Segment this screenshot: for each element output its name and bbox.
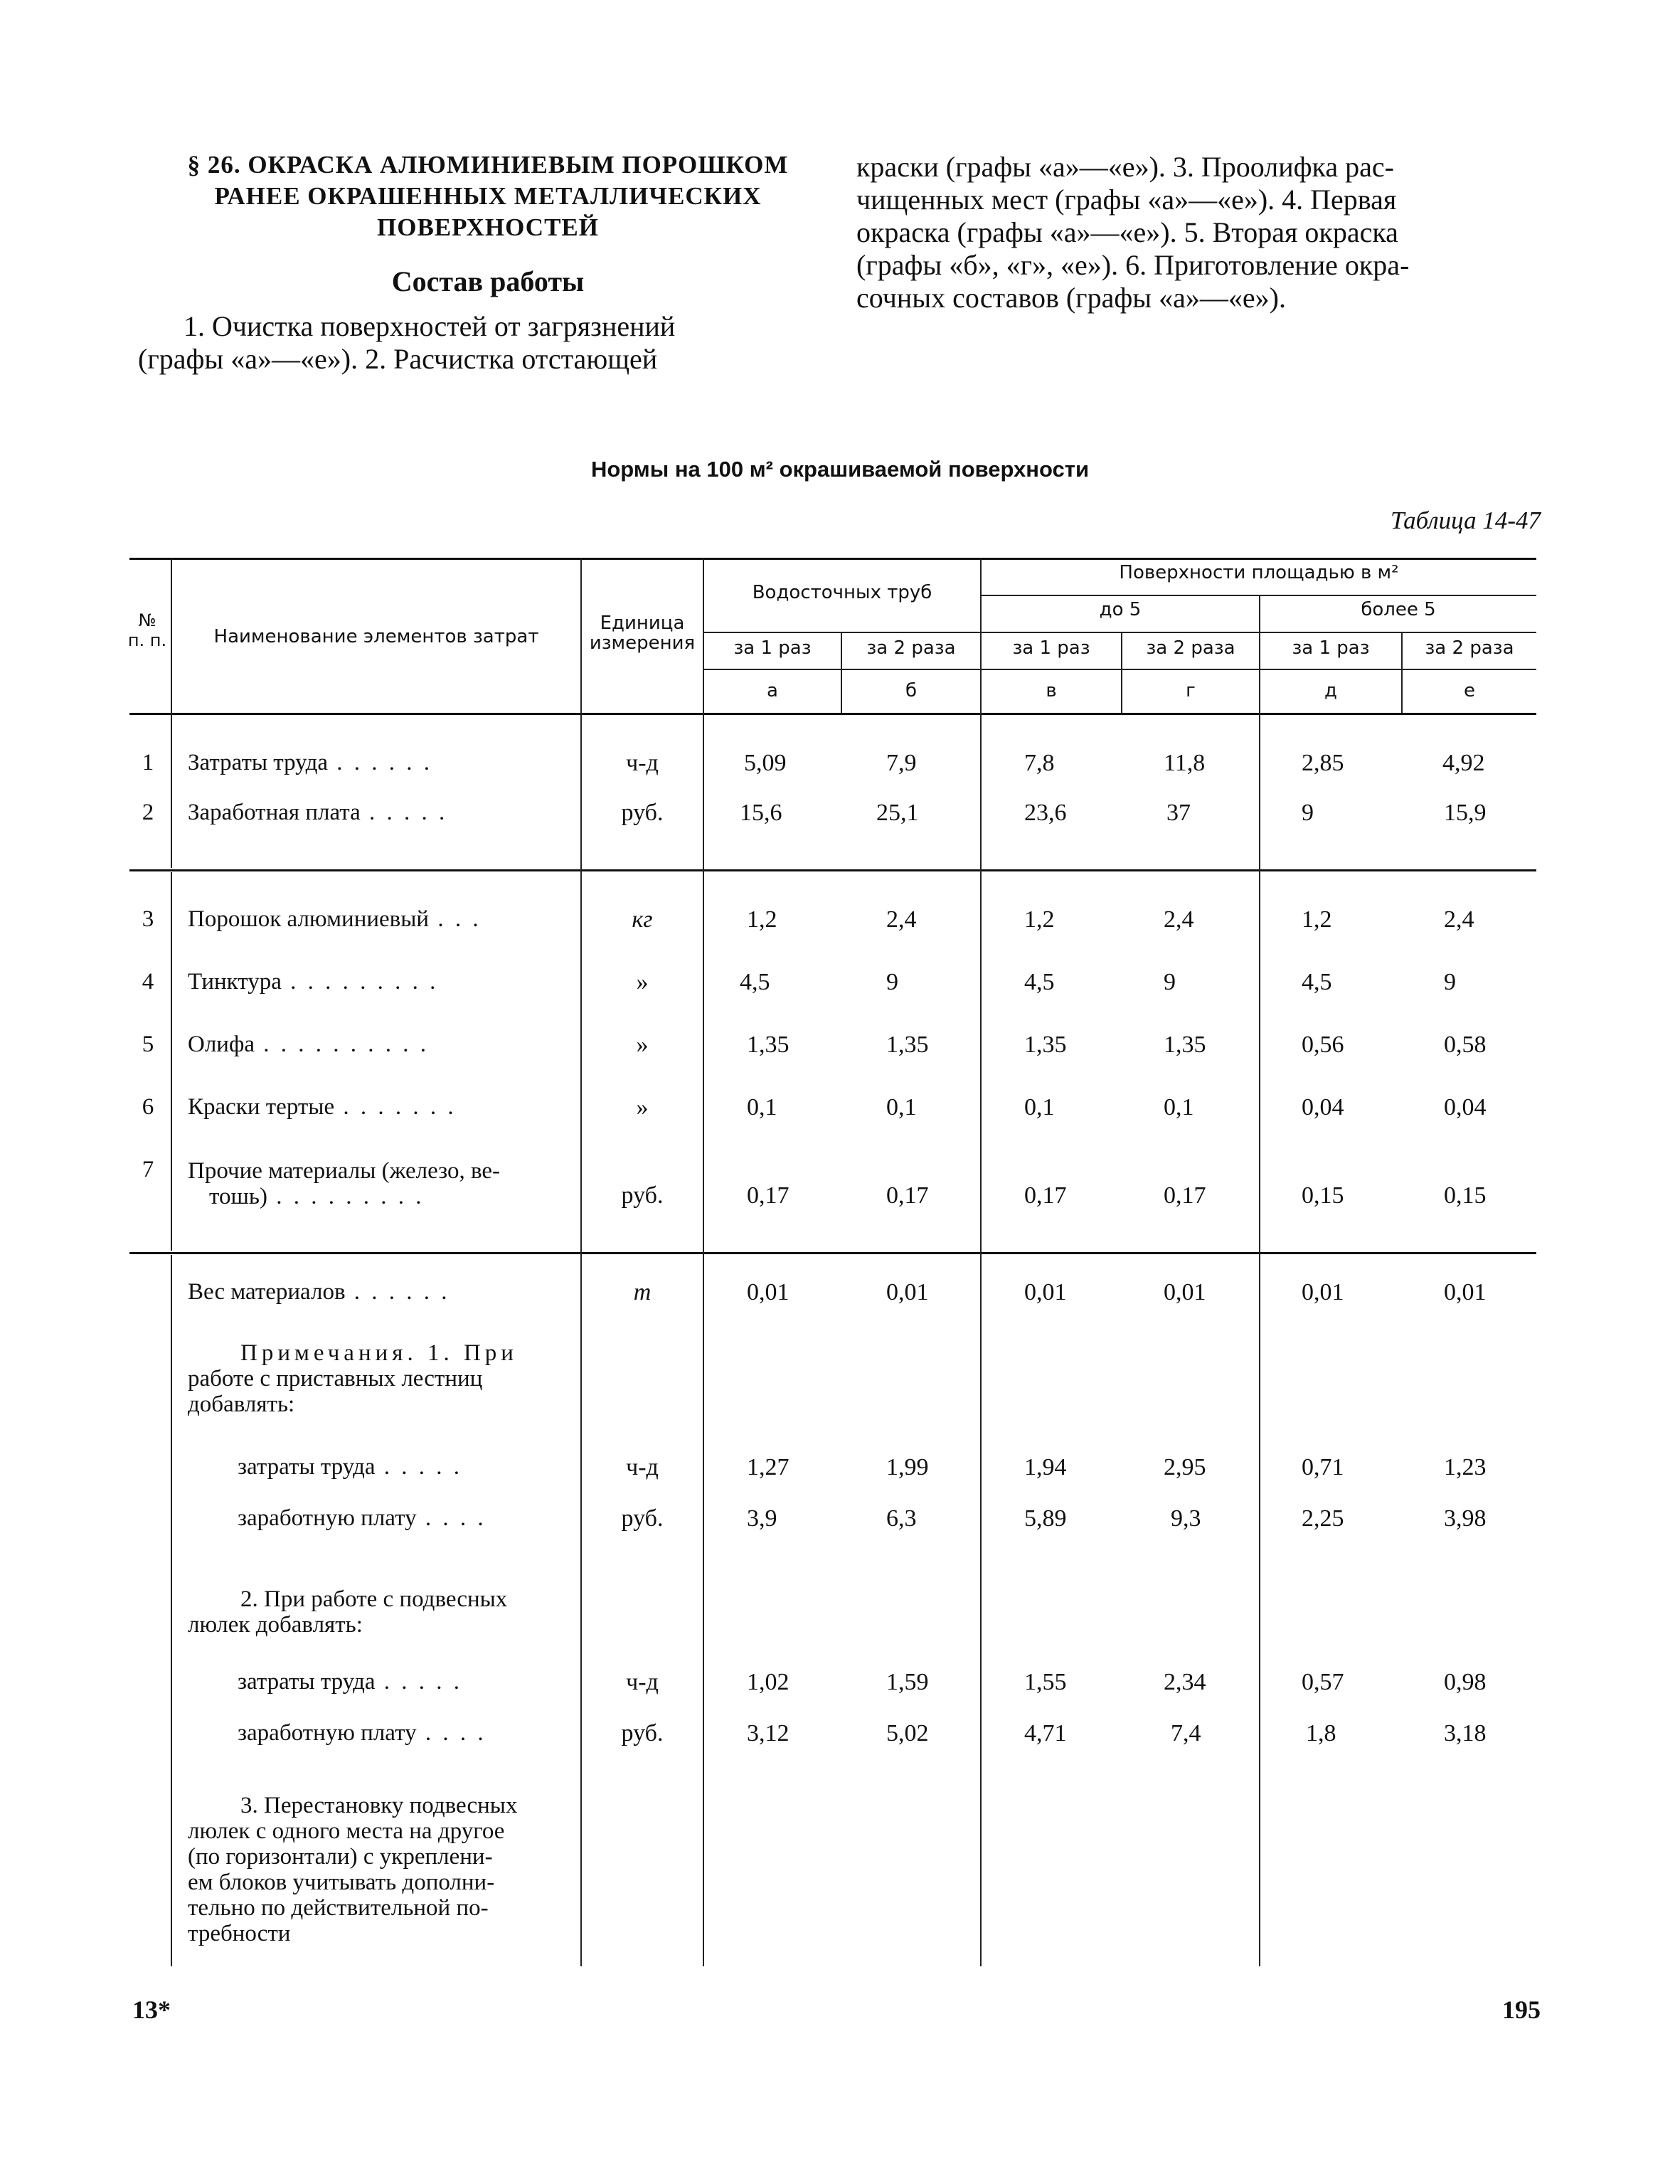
- col-rule: [703, 559, 704, 1966]
- value-cell: 4,5: [1302, 969, 1332, 995]
- column-letter: а: [767, 680, 778, 701]
- column-letter: е: [1464, 680, 1475, 701]
- text-line: краски (графы «а»—«е»). 3. Проолифка рас-: [856, 151, 1394, 183]
- value-cell: 2,4: [1444, 906, 1474, 933]
- header-group-pipes: Водосточных труб: [752, 582, 932, 603]
- value-cell: 1,02: [747, 1669, 790, 1695]
- value-cell: 25,1: [876, 800, 919, 826]
- value-cell: 9: [1302, 800, 1314, 826]
- row-unit: руб.: [621, 800, 664, 826]
- row-name: Порошок алюминиевый . . .: [188, 906, 482, 932]
- row-name-text: затраты труда: [238, 1454, 376, 1480]
- row-name: заработную плату . . . .: [238, 1720, 487, 1746]
- header-once: за 1 раз: [1292, 637, 1370, 659]
- note-line: 3. Перестановку подвесных: [240, 1793, 518, 1818]
- row-unit: ч-д: [626, 750, 659, 776]
- value-cell: 9: [1164, 969, 1176, 995]
- note-line: тельно по действительной по-: [188, 1895, 489, 1921]
- value-cell: 2,25: [1302, 1505, 1344, 1532]
- text-line: (графы «б», «г», «е»). 6. Приготовление окра-: [856, 249, 1410, 281]
- value-cell: 9: [886, 969, 898, 995]
- text-line: (графы «а»—«е»). 2. Расчистка отстающей: [138, 343, 658, 375]
- row-unit: ч-д: [626, 1669, 659, 1695]
- row-name-text: Заработная плата: [188, 800, 361, 825]
- row-unit: »: [636, 969, 649, 995]
- value-cell: 0,04: [1444, 1094, 1487, 1120]
- header-unit: Единица измерения: [589, 613, 696, 654]
- row-name-text: Олифа: [188, 1032, 255, 1057]
- row-name-text: заработную плату: [238, 1720, 417, 1746]
- row-name: затраты труда . . . . .: [238, 1669, 463, 1695]
- value-cell: 1,35: [886, 1032, 929, 1058]
- row-name-text: Краски тертые: [188, 1094, 335, 1120]
- header-sub-up-to-5: до 5: [1099, 599, 1142, 620]
- table-top-rule: [129, 558, 1536, 560]
- value-cell: 3,18: [1444, 1720, 1487, 1746]
- header-sub-over-5: более 5: [1361, 599, 1436, 620]
- row-name: Заработная плата . . . . .: [188, 800, 448, 825]
- header-once: за 1 раз: [733, 637, 812, 659]
- value-cell: 0,15: [1302, 1182, 1344, 1209]
- row-name: Краски тертые . . . . . . .: [188, 1094, 457, 1120]
- value-cell: 5,09: [744, 750, 787, 776]
- row-number: 1: [142, 750, 154, 775]
- header-twice: за 2 раза: [1146, 637, 1235, 659]
- row-name: Олифа . . . . . . . . . .: [188, 1032, 429, 1057]
- value-cell: 11,8: [1164, 750, 1206, 776]
- value-cell: 0,58: [1444, 1032, 1487, 1058]
- header-twice: за 2 раза: [1425, 637, 1514, 659]
- text-line: чищенных мест (графы «а»—«е»). 4. Первая: [856, 184, 1397, 216]
- row-name: Вес материалов . . . . . .: [188, 1279, 450, 1305]
- page-number: 195: [1502, 1995, 1541, 2024]
- value-cell: 2,95: [1164, 1454, 1206, 1480]
- row-unit: »: [636, 1032, 649, 1058]
- row-name-line: тошь): [209, 1184, 267, 1209]
- value-cell: 9,3: [1171, 1505, 1201, 1532]
- value-cell: 0,1: [886, 1094, 917, 1120]
- value-cell: 0,57: [1302, 1669, 1344, 1695]
- value-cell: 7,9: [886, 750, 917, 776]
- value-cell: 15,6: [740, 800, 782, 826]
- value-cell: 0,71: [1302, 1454, 1344, 1480]
- row-number: 2: [142, 800, 154, 825]
- value-cell: 0,01: [1444, 1279, 1487, 1305]
- value-cell: 6,3: [886, 1505, 917, 1532]
- value-cell: 0,01: [886, 1279, 929, 1305]
- col-rule: [171, 717, 172, 868]
- col-rule: [171, 872, 172, 1251]
- section-title-line: ПОВЕРХНОСТЕЙ: [377, 213, 599, 241]
- note-line: (по горизонтали) с укреплени-: [188, 1844, 493, 1870]
- row-number: 6: [142, 1094, 154, 1120]
- row-name-line: Прочие материалы (железо, ве-: [188, 1158, 501, 1184]
- signature-mark: 13*: [132, 1995, 171, 2024]
- value-cell: 2,4: [886, 906, 917, 933]
- value-cell: 0,01: [1024, 1279, 1067, 1305]
- header-number: № п. п.: [127, 610, 167, 650]
- section-rule: [129, 1252, 1536, 1254]
- row-name-text: затраты труда: [238, 1669, 376, 1695]
- right-column-text: [856, 151, 1533, 314]
- row-name: Тинктура . . . . . . . . .: [188, 969, 439, 995]
- row-unit: руб.: [621, 1720, 664, 1746]
- value-cell: 1,35: [1164, 1032, 1206, 1058]
- value-cell: 2,85: [1302, 750, 1344, 776]
- header-twice: за 2 раза: [866, 637, 956, 659]
- value-cell: 0,98: [1444, 1669, 1487, 1695]
- row-unit: руб.: [621, 1182, 664, 1209]
- value-cell: 1,2: [1024, 906, 1055, 933]
- value-cell: 37: [1166, 800, 1191, 826]
- value-cell: 4,5: [740, 969, 770, 995]
- text-line: сочных составов (графы «а»—«е»).: [856, 282, 1286, 314]
- note-line: работе с приставных лестниц: [188, 1366, 483, 1391]
- note-2-text: [188, 1586, 568, 1638]
- value-cell: 1,59: [886, 1669, 929, 1695]
- header-once: за 1 раз: [1012, 637, 1090, 659]
- note-3-text: [188, 1793, 568, 1946]
- row-unit: кг: [632, 906, 653, 933]
- row-name: Прочие материалы (железо, ве- тошь) . . . . . . . . .: [188, 1158, 568, 1209]
- table-number: Таблица 14-47: [1390, 507, 1541, 534]
- value-cell: 3,98: [1444, 1505, 1487, 1532]
- column-letter: б: [905, 680, 918, 701]
- row-name: заработную плату . . . .: [238, 1505, 487, 1531]
- section-title: [154, 149, 822, 243]
- note-line: требности: [188, 1921, 291, 1946]
- row-number: 4: [142, 969, 154, 995]
- row-name-text: Тинктура: [188, 969, 282, 995]
- row-unit: руб.: [621, 1505, 664, 1532]
- value-cell: 5,89: [1024, 1505, 1067, 1532]
- value-cell: 2,34: [1164, 1669, 1206, 1695]
- value-cell: 0,15: [1444, 1182, 1487, 1209]
- value-cell: 0,17: [747, 1182, 790, 1209]
- value-cell: 0,17: [1164, 1182, 1206, 1209]
- row-name-text: Вес материалов: [188, 1279, 346, 1305]
- value-cell: 0,17: [1024, 1182, 1067, 1209]
- note-line: 2. При работе с подвесных: [240, 1586, 508, 1612]
- value-cell: 1,35: [1024, 1032, 1067, 1058]
- value-cell: 23,6: [1024, 800, 1067, 826]
- value-cell: 5,02: [886, 1720, 929, 1746]
- col-rule: [171, 1255, 172, 1966]
- norms-title: Нормы на 100 м² окрашиваемой поверхности: [590, 457, 1090, 482]
- value-cell: 1,23: [1444, 1454, 1487, 1480]
- value-cell: 1,2: [747, 906, 777, 933]
- section-rule: [129, 869, 1536, 871]
- note-line: Примечания. 1. При: [240, 1340, 518, 1366]
- header-rule: [704, 632, 1536, 633]
- text-line: 1. Очистка поверхностей от загрязнений: [184, 310, 676, 342]
- value-cell: 0,04: [1302, 1094, 1344, 1120]
- note-line: люлек с одного места на другое: [188, 1818, 505, 1844]
- row-name: затраты труда . . . . .: [238, 1454, 463, 1480]
- col-rule: [1259, 595, 1260, 1966]
- value-cell: 9: [1444, 969, 1456, 995]
- value-cell: 1,27: [747, 1454, 790, 1480]
- value-cell: 0,01: [1302, 1279, 1344, 1305]
- row-number: 7: [142, 1157, 154, 1182]
- row-name-text: Затраты труда: [188, 750, 329, 775]
- row-unit: ч-д: [626, 1454, 659, 1480]
- section-title-line: РАНЕЕ ОКРАШЕННЫХ МЕТАЛЛИЧЕСКИХ: [214, 182, 762, 210]
- value-cell: 2,4: [1164, 906, 1194, 933]
- value-cell: 3,9: [747, 1505, 777, 1532]
- left-column-text: [138, 310, 812, 376]
- value-cell: 0,1: [1164, 1094, 1194, 1120]
- header-name: Наименование элементов затрат: [213, 626, 539, 647]
- note-line: добавлять:: [188, 1391, 295, 1417]
- section-subtitle: Состав работы: [391, 265, 585, 297]
- value-cell: 0,56: [1302, 1032, 1344, 1058]
- value-cell: 1,2: [1302, 906, 1332, 933]
- row-number: 5: [142, 1032, 154, 1057]
- value-cell: 7,4: [1171, 1720, 1201, 1746]
- row-unit: т: [633, 1279, 652, 1305]
- section-title-line: § 26. ОКРАСКА АЛЮМИНИЕВЫМ ПОРОШКОМ: [187, 151, 789, 179]
- value-cell: 0,01: [747, 1279, 790, 1305]
- value-cell: 15,9: [1444, 800, 1487, 826]
- header-rule: [704, 669, 1536, 670]
- value-cell: 1,94: [1024, 1454, 1067, 1480]
- value-cell: 0,1: [1024, 1094, 1055, 1120]
- value-cell: 3,12: [747, 1720, 790, 1746]
- header-bottom-rule: [129, 713, 1536, 715]
- header-group-surfaces: Поверхности площадью в м²: [1119, 562, 1399, 583]
- col-rule: [980, 559, 982, 1966]
- text-line: окраска (графы «а»—«е»). 5. Вторая окраска: [856, 216, 1398, 248]
- row-name-text: Порошок алюминиевый: [188, 906, 430, 932]
- note-line: люлек добавлять:: [188, 1612, 363, 1638]
- value-cell: 1,8: [1306, 1720, 1336, 1746]
- note-line: ем блоков учитывать дополни-: [188, 1870, 495, 1895]
- value-cell: 0,01: [1164, 1279, 1206, 1305]
- column-letter: д: [1324, 680, 1337, 701]
- note-1-text: [188, 1340, 568, 1417]
- row-unit: »: [636, 1094, 649, 1120]
- value-cell: 4,92: [1442, 750, 1485, 776]
- row-name-text: заработную плату: [238, 1505, 417, 1531]
- row-name: Затраты труда . . . . . .: [188, 750, 433, 775]
- value-cell: 4,5: [1024, 969, 1055, 995]
- value-cell: 0,17: [886, 1182, 929, 1209]
- value-cell: 4,71: [1024, 1720, 1067, 1746]
- value-cell: 1,35: [747, 1032, 790, 1058]
- column-letter: в: [1046, 680, 1057, 701]
- row-number: 3: [142, 906, 154, 932]
- value-cell: 7,8: [1024, 750, 1055, 776]
- value-cell: 0,1: [747, 1094, 777, 1120]
- column-letter: г: [1186, 680, 1196, 701]
- value-cell: 1,55: [1024, 1669, 1067, 1695]
- value-cell: 1,99: [886, 1454, 929, 1480]
